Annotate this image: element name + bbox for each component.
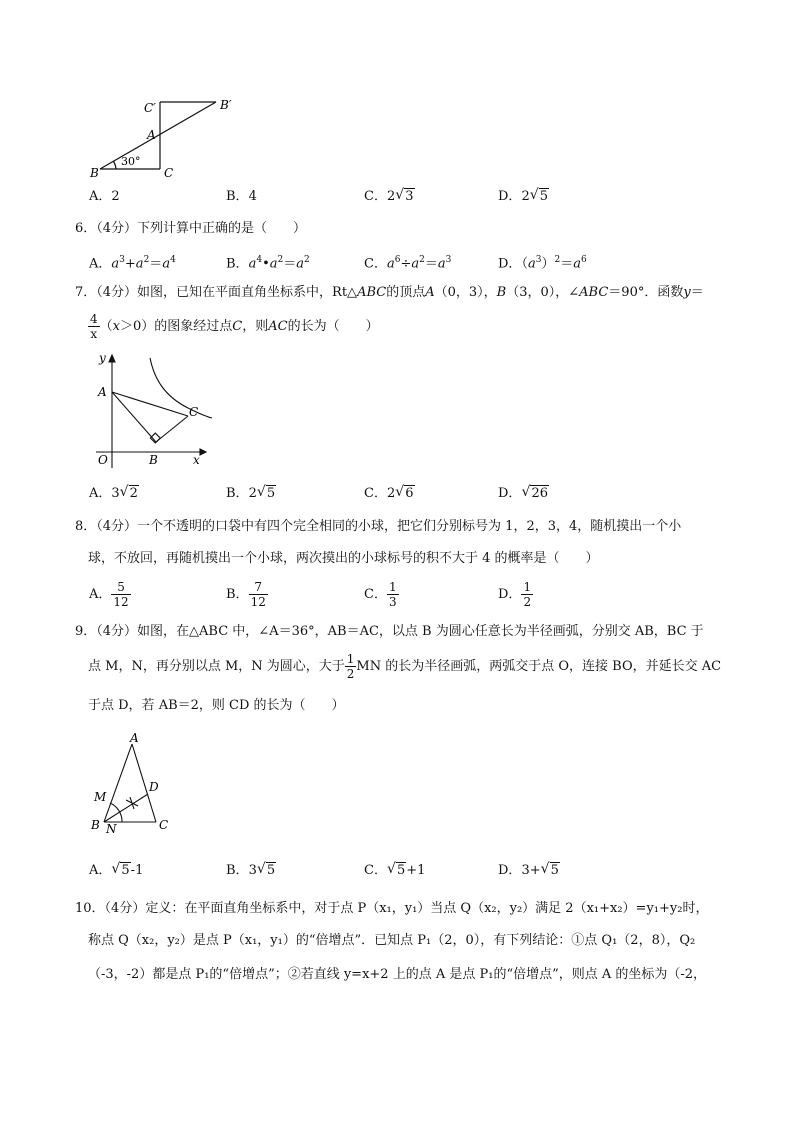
q6-stem: 6．（4分）下列计算中正确的是（ ）	[75, 221, 307, 236]
q5-label-c-prime: C′	[144, 101, 156, 115]
q7-option-a[interactable]: A．3 √ 2	[89, 484, 138, 501]
q5-line-bb	[100, 102, 216, 169]
q7-hyperbola	[150, 358, 212, 418]
q5-label-b-prime: B′	[220, 98, 232, 112]
q9-option-a[interactable]: A． √ 5-1	[89, 861, 144, 878]
q9-stem-line3: 于点 D，若 AB＝2，则 CD 的长为（ ）	[88, 698, 345, 713]
fraction: $\frac{5}{12}$	[113, 580, 129, 609]
q9-stem-line1: 9．（4分）如图，在△ABC 中，∠A＝36°，AB＝AC，以点 B 为圆心任意长为半径画弧，分别交 AB，BC 于	[75, 624, 704, 639]
fraction: $\frac{7}{12}$	[250, 580, 266, 609]
q7-seg-ac	[112, 392, 188, 416]
q7-y-arrow	[109, 355, 115, 362]
q9-side-ab	[104, 744, 132, 822]
sqrt-sign: √ 5	[111, 861, 130, 878]
q5-label-angle: 30°	[121, 155, 141, 168]
q5-label-b: B	[90, 166, 99, 180]
q7-fraction: $\frac{4}{x}$	[90, 312, 98, 341]
q5-label-a: A	[147, 128, 156, 142]
fraction: $\frac{1}{2}$	[523, 580, 532, 609]
sqrt-sign: √ 5	[256, 484, 276, 501]
q9-half-fraction: $\frac{1}{2}$	[346, 652, 355, 681]
sqrt-sign: √ 5	[386, 861, 406, 878]
q7-figure	[92, 350, 222, 470]
fraction: $\frac{1}{3}$	[388, 580, 397, 609]
q7-label-y: y	[99, 351, 106, 365]
q8-stem-line2: 球，不放回，再随机摸出一个小球，两次摸出的小球标号的积不大于 4 的概率是（ ）	[88, 551, 599, 566]
q7-x-arrow	[200, 449, 206, 455]
q7-label-x: x	[193, 453, 200, 467]
q5-option-d[interactable]: D．2 √ 5	[498, 187, 548, 204]
q10-stem-line3: （-3，-2）都是点 P₁的“倍增点”；②若直线 y=x+2 上的点 A 是点 P₁的“倍增点”，则点 A 的坐标为（-2，	[88, 967, 707, 982]
q7-label-b: B	[149, 453, 158, 467]
q9-label-a: A	[130, 731, 139, 745]
q5-option-a[interactable]: A．2	[89, 189, 120, 204]
q9-label-d: D	[149, 780, 159, 794]
q8-stem-line1: 8．（4分）一个不透明的口袋中有四个完全相同的小球，把它们分别标号为 1，2，3，4，随机摸出一个小	[75, 519, 682, 534]
q7-label-c: C	[189, 405, 199, 419]
q6-option-c[interactable]: C．$a^6\div a^2=a^3$	[364, 255, 452, 272]
q8-option-c[interactable]: C． $\frac{1}{3}$	[364, 580, 397, 609]
q6-option-a[interactable]: A．$a^3+a^2=a^4$	[89, 255, 176, 272]
q9-option-d[interactable]: D．3+ √ 5	[498, 861, 559, 878]
q8-option-b[interactable]: B． $\frac{7}{12}$	[226, 580, 266, 609]
q7-label-a: A	[98, 385, 107, 399]
q6-option-b[interactable]: B．$a^4•a^2=a^2$	[226, 255, 310, 272]
sqrt-sign: √ 6	[395, 484, 414, 501]
q9-stem-line2: 点 M，N，再分别以点 M，N 为圆心，大于 $\frac{1}{2}$ MN 的长为半径画弧，两弧交于点 O，连接 BO，并延长交 AC	[88, 652, 722, 681]
q6-option-d[interactable]: D．$(a^3)^2=a^6$	[498, 255, 587, 272]
sqrt-sign: √ 26	[521, 484, 548, 501]
sqrt-sign: √ 2	[119, 484, 138, 501]
q9-option-c[interactable]: C． √ 5+1	[364, 861, 426, 878]
q7-option-d[interactable]: D． √ 26	[498, 484, 548, 501]
q9-arc-mn	[110, 803, 122, 822]
sqrt-sign: √ 5	[540, 861, 559, 878]
q8-option-d[interactable]: D． $\frac{1}{2}$	[498, 580, 532, 609]
q5-angle-arc	[114, 162, 117, 170]
q9-label-n: N	[106, 822, 117, 835]
q10-stem-line1: 10．（4分）定义：在平面直角坐标系中，对于点 P（x₁，y₁）当点 Q（x₂，y₂）满足 2（x₁+x₂）=y₁+y₂时，	[75, 901, 709, 916]
q9-label-b: B	[91, 818, 100, 832]
q5-label-c: C	[164, 166, 174, 180]
q8-option-a[interactable]: A． $\frac{5}{12}$	[89, 580, 129, 609]
q5-option-c[interactable]: C．2 √ 3	[364, 187, 414, 204]
q7-stem-line1: 7．（4分）如图，已知在平面直角坐标系中，Rt△ABC的顶点A（0，3），B（3，0），∠ABC＝90°．函数y＝	[75, 285, 704, 300]
q9-figure	[88, 730, 178, 835]
q9-label-m: M	[94, 790, 107, 804]
q10-stem-line2: 称点 Q（x₂，y₂）是点 P（x₁，y₁）的“倍增点”．已知点 P₁（2，0），有下列结论：①点 Q₁（2，8），Q₂	[88, 933, 696, 948]
q5-figure	[86, 92, 246, 184]
q7-option-b[interactable]: B．2 √ 5	[226, 484, 276, 501]
q7-option-c[interactable]: C．2 √ 6	[364, 484, 414, 501]
sqrt-sign: √ 3	[395, 187, 414, 204]
q7-label-o: O	[98, 453, 108, 467]
q9-segment-bd	[104, 794, 148, 822]
q9-option-b[interactable]: B．3 √ 5	[226, 861, 276, 878]
sqrt-sign: √ 5	[529, 187, 548, 204]
q9-label-c: C	[159, 818, 169, 832]
sqrt-sign: √ 5	[256, 861, 276, 878]
q5-option-b[interactable]: B．4	[226, 189, 257, 204]
q7-stem-line2: $\frac{4}{x}$ （x＞0）的图象经过点C，则AC的长为（ ）	[90, 312, 379, 341]
